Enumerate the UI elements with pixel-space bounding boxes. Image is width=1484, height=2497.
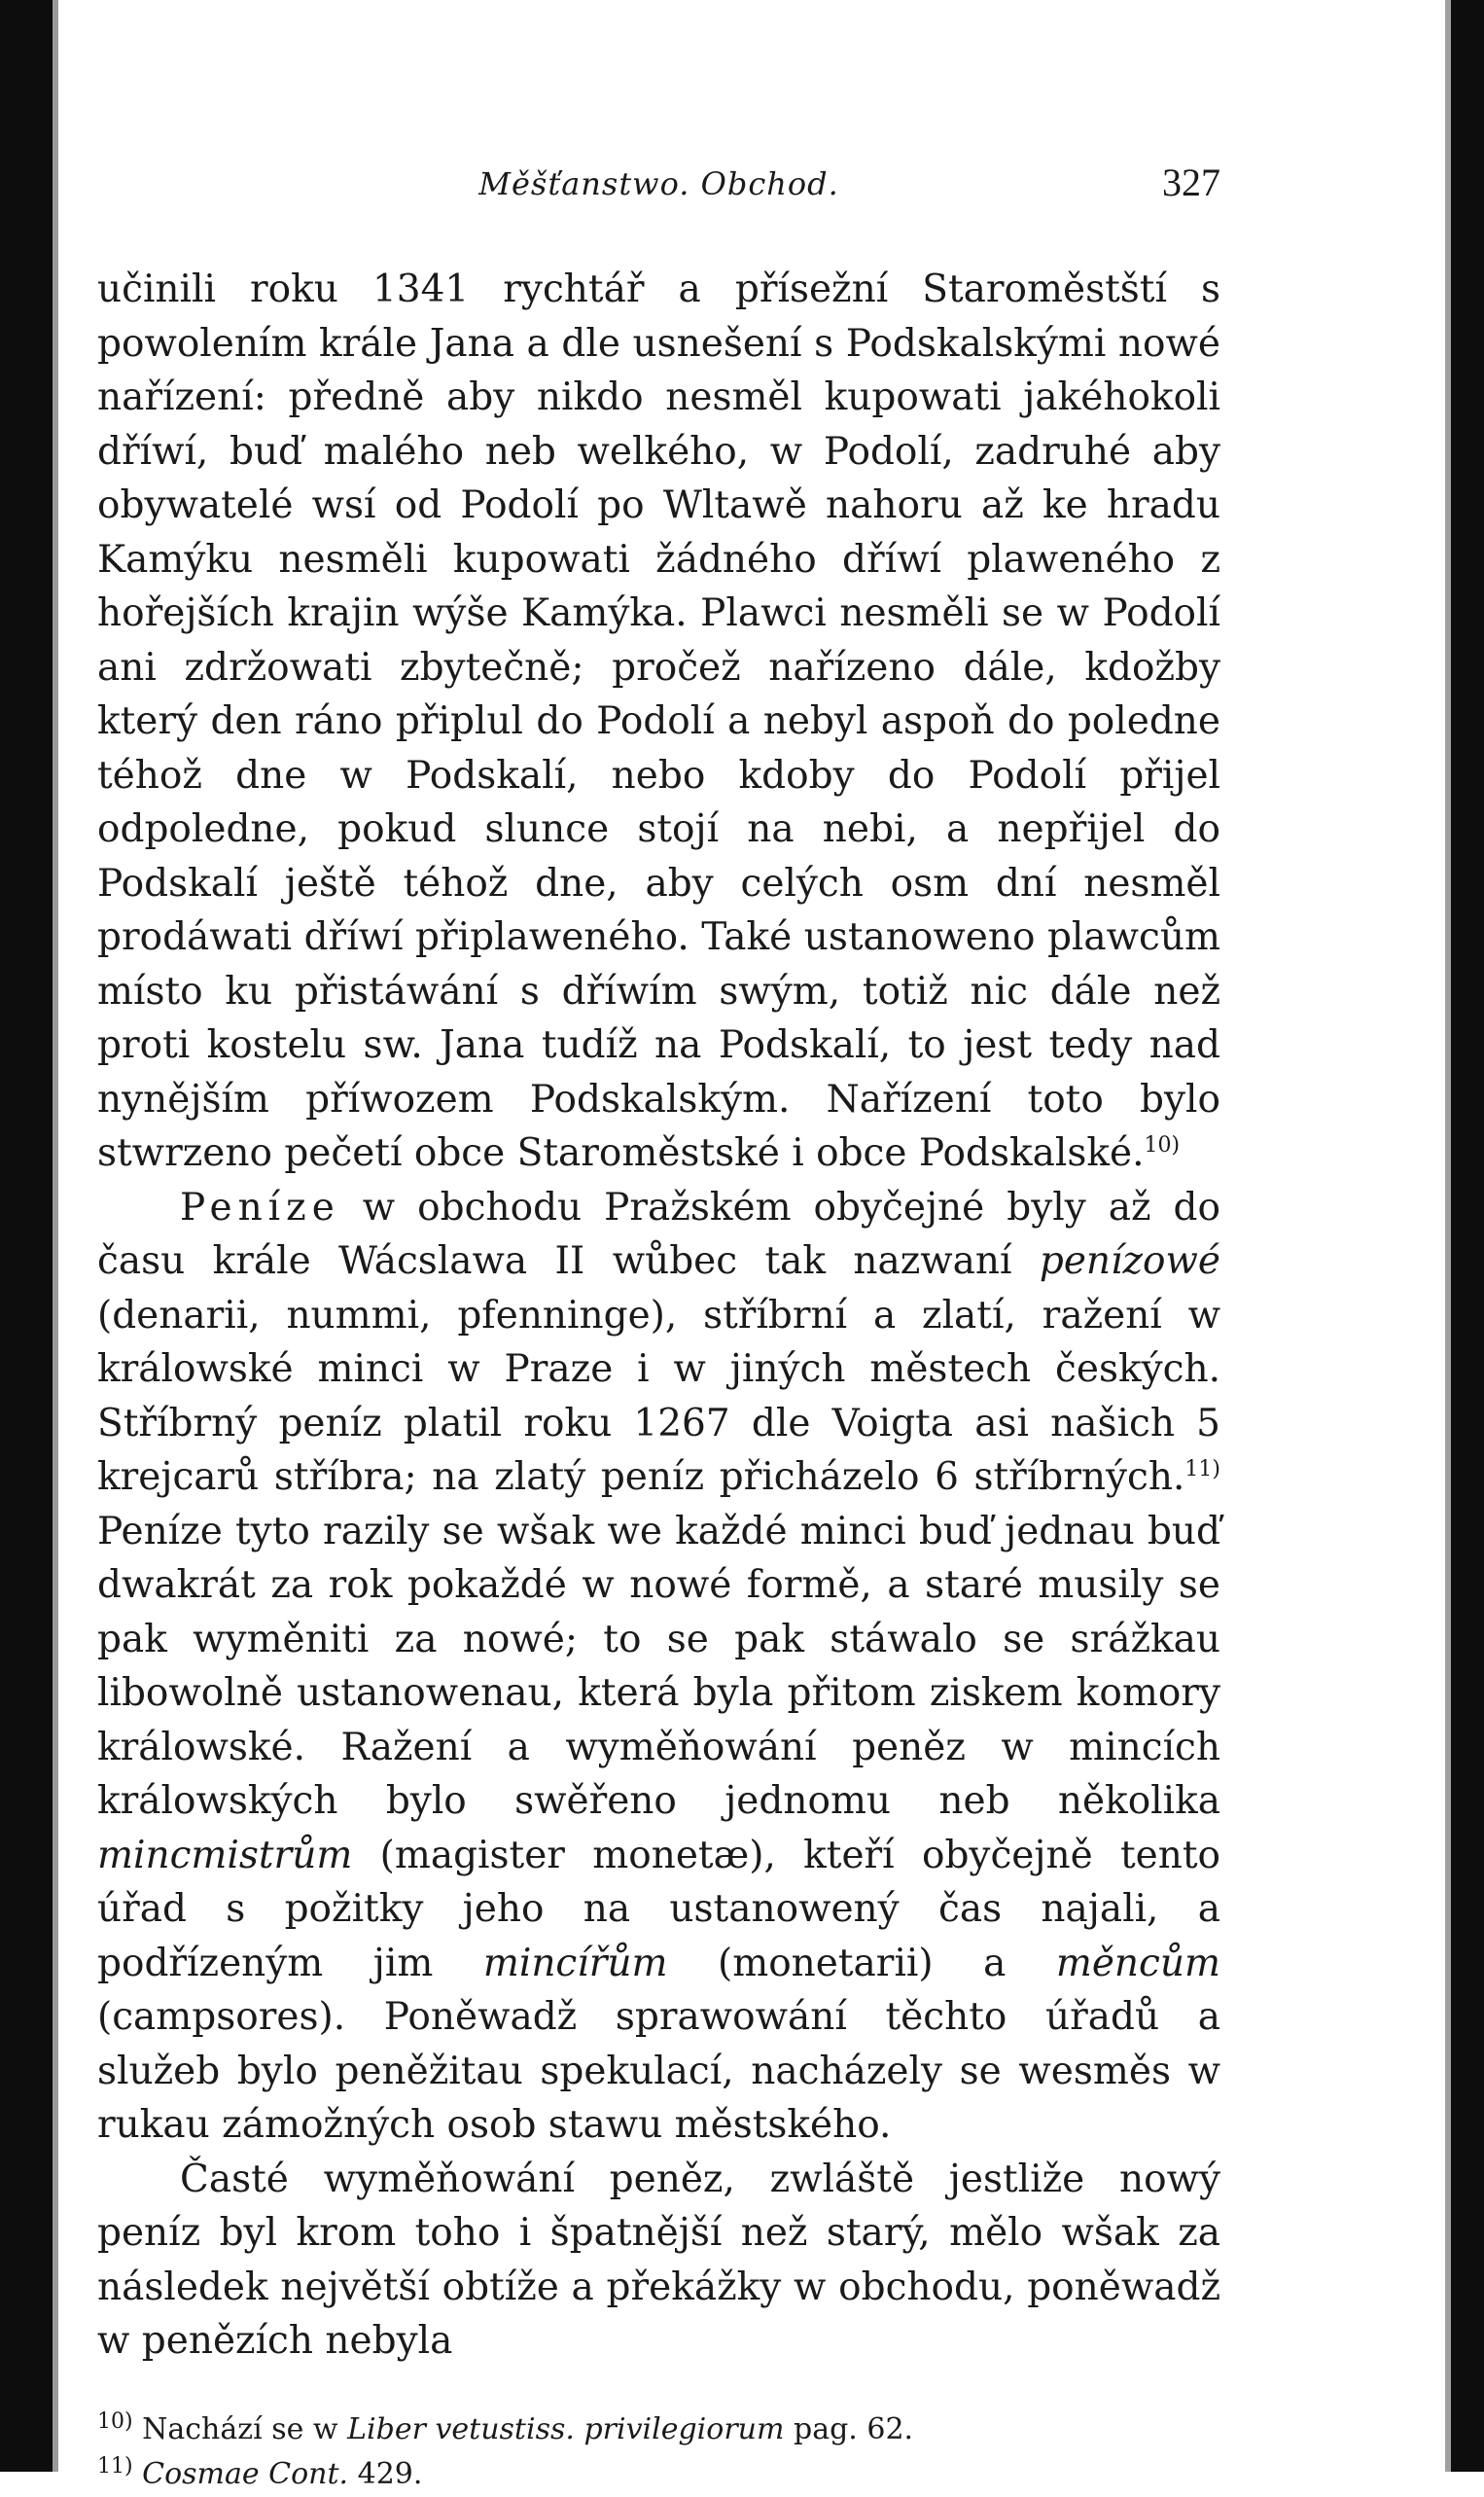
paragraph-2-text-d: Peníze tyto razily se wšak we každé minci buď jednau buď dwakrát za rok pokaždé w nowé formě, a staré musily se pak wyměniti za nowé; to se pak stáwalo se srážkau libowolně ustanowenau, která byla přitom ziskem komory králowské. Ražení a wyměňowání peněz w mincích králowských bylo swěřeno jednomu neb několika — [97, 1509, 1220, 1823]
footnote-10-source: Liber vetustiss. privilegiorum — [347, 2411, 785, 2446]
paragraph-2-text-a: w obchodu Pražském obyčejné byly až do času krále Wácslawa II wůbec tak nazwaní — [97, 1185, 1220, 1283]
footnote-11-mark: 11) — [97, 2453, 133, 2479]
footnote-11-text-c: 429. — [348, 2456, 423, 2491]
paragraph-2 — [97, 1181, 1220, 2153]
footnote-ref-10: 10) — [1144, 1133, 1181, 1158]
term-mencum: měncům — [1055, 1941, 1220, 1985]
paragraph-2-text-h: (monetarii) a — [667, 1941, 1056, 1985]
footnote-ref-11: 11) — [1184, 1457, 1220, 1481]
footnote-10-text-c: pag. 62. — [784, 2411, 914, 2446]
running-title: Měšťanstwo. Obchod. — [478, 165, 839, 202]
paragraph-1-text: učinili roku 1341 rychtář a přísežní Staroměstští s powolením krále Jana a dle usnešení s Podskalskými nowé nařízení: předně aby nikdo nesměl kupowati jakéhokoli dříwí, buď malého neb welkého, w Podolí, zadruhé aby obywatelé wsí od Podolí po Wltawě nahoru až ke hradu Kamýku nesměli kupowati žádného dříwí plaweného z hořejších krajin wýše Kamýka. Plawci nesměli se w Podolí ani zdržowati zbytečně; pročež nařízeno dále, kdožby který den ráno připlul do Podolí a nebyl aspoň do poledne téhož dne w Podskalí, nebo kdoby do Podolí přijel odpoledne, pokud slunce stojí na nebi, a nepřijel do Podskalí ještě téhož dne, aby celých osm dní nesměl prodáwati dříwí připlaweného. Také ustanoweno plawcům místo ku přistáwání s dříwím swým, totiž nic dále než proti kostelu sw. Jana tudíž na Podskalí, to jest tedy nad nynějším příwozem Podskalským. Nařízení toto bylo stwrzeno pečetí obce Staroměstské i obce Podskalské. — [97, 268, 1220, 1175]
paragraph-3-text: Časté wyměňowání peněz, zwláště jestliže nowý peníz byl krom toho i špatnější než starý, mělo wšak za následek největší obtíže a překážky w obchodu, poněwadž w penězích nebyla — [97, 2157, 1220, 2363]
running-head — [97, 161, 1220, 224]
footnote-10-mark: 10) — [97, 2408, 133, 2434]
footnote-10 — [97, 2408, 1220, 2452]
paragraph-2-text-c: (denarii, nummi, pfenninge), stříbrní a zlatí, ražení w králowské minci w Praze i w jiných městech českých. Stříbrný peníz platil roku 1267 dle Voigta asi našich 5 krejcarů stříbra; na zlatý peníz přicházelo 6 stříbrných. — [97, 1293, 1220, 1499]
term-mincirum: mincířům — [482, 1941, 668, 1985]
footnotes — [97, 2408, 1220, 2497]
paragraph-2-text-j: (campsores). Poněwadž sprawowání těchto úřadů a služeb bylo peněžitau spekulací, nacházely se wesměs w rukau zámožných osob stawu městského. — [97, 1995, 1220, 2147]
paragraph-2-lead: Peníze — [180, 1185, 340, 1230]
footnote-11-source: Cosmae Cont. — [142, 2456, 349, 2491]
term-mincmistrum: mincmistrům — [97, 1833, 353, 1877]
scan-right-line — [1445, 0, 1451, 2472]
term-penizowe: penízowé — [1039, 1239, 1220, 1283]
footnote-11 — [97, 2452, 1220, 2497]
page-number: 327 — [1162, 161, 1220, 204]
paragraph-2-text-f: (magister monetæ), kteří obyčejně tento úřad s požitky jeho na ustanowený čas najali, a podřízeným jim — [97, 1833, 1220, 1985]
paragraph-3 — [97, 2153, 1220, 2369]
paragraph-1 — [97, 263, 1220, 1181]
scan-right-border — [1451, 0, 1484, 2472]
scan-left-border — [0, 0, 53, 2472]
scan-gutter-line — [53, 0, 58, 2472]
body-text — [97, 263, 1220, 2369]
footnote-10-text-a: Nachází se w — [132, 2411, 348, 2446]
page-content — [97, 161, 1220, 2497]
